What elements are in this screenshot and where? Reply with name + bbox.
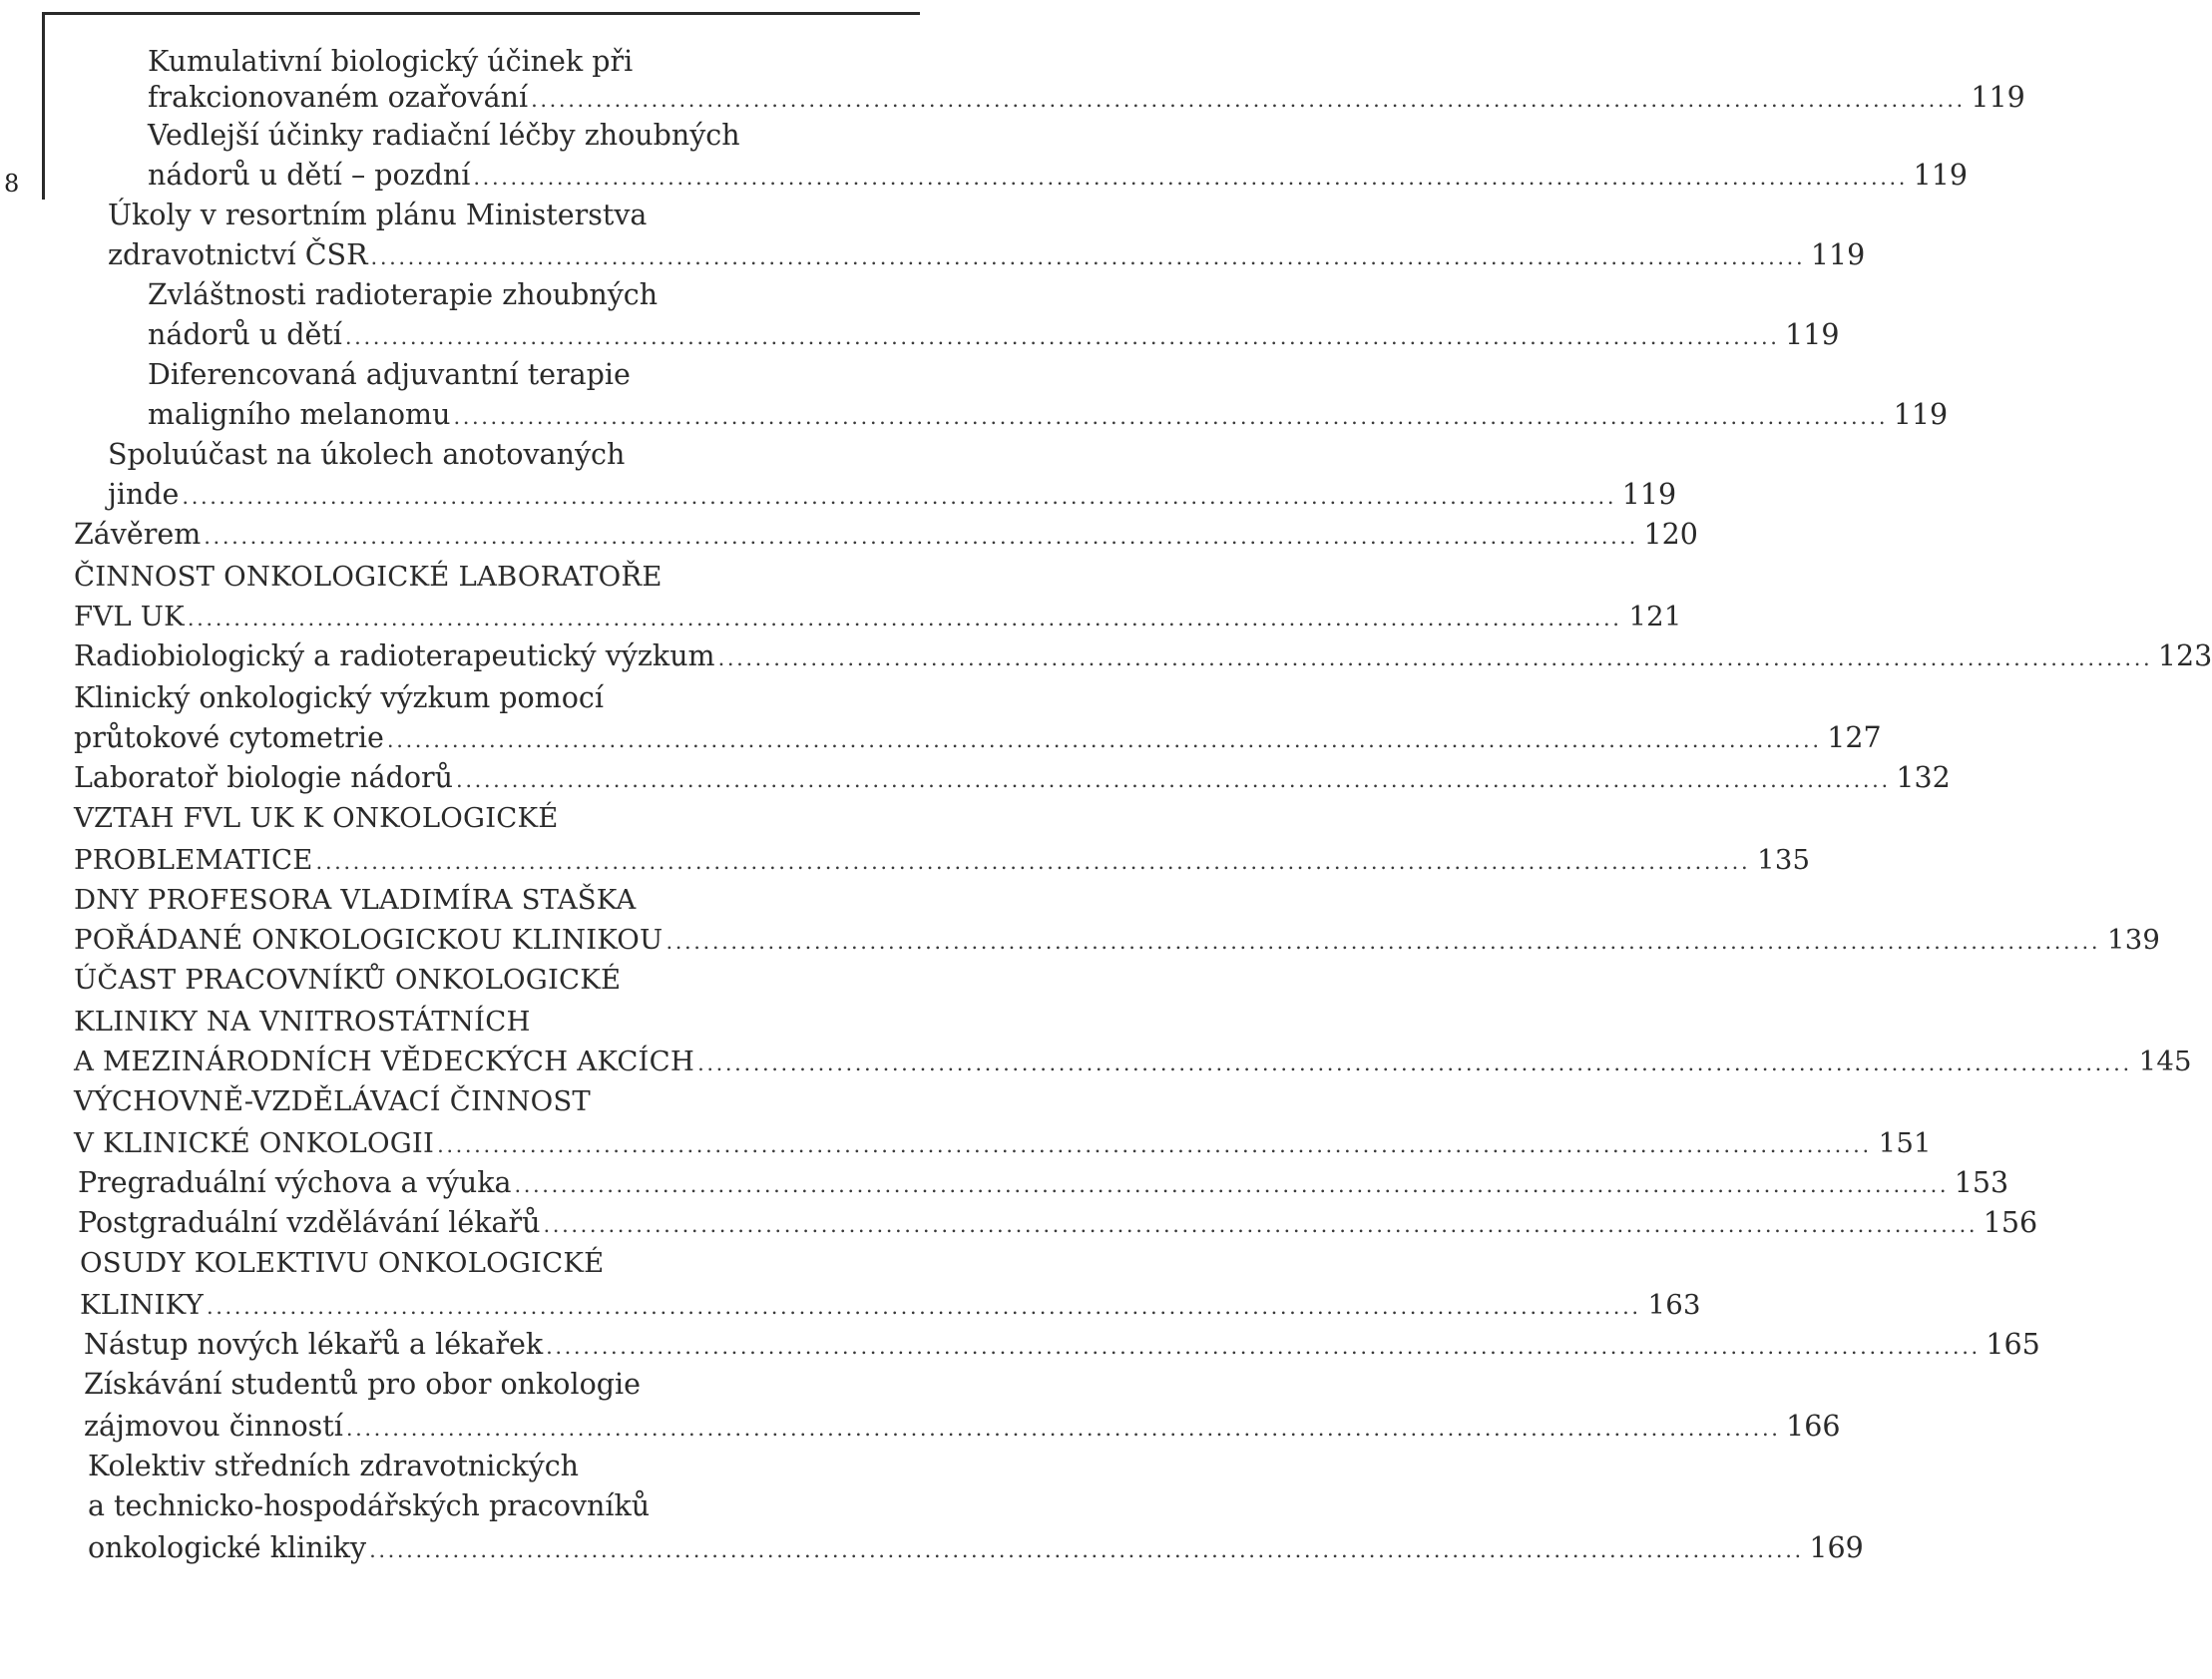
toc-entry-title: KLINIKY (80, 1289, 204, 1321)
toc-entry[interactable] (84, 1325, 2040, 1365)
toc-entry-title: Spoluúčast na úkolech anotovaných (108, 438, 626, 471)
toc-entry-title: DNY PROFESORA VLADIMÍRA STAŠKA (74, 884, 637, 916)
toc-page-number: 135 (1757, 844, 1811, 876)
toc-entry[interactable] (108, 235, 1866, 275)
toc-entry-title: zdravotnictví ČSR (108, 238, 368, 271)
toc-entry-line (88, 1447, 918, 1486)
toc-page-number: 123 (2157, 639, 2212, 672)
leader-dots: ........................................................................................................................................................... (531, 88, 1966, 112)
toc-entry[interactable] (108, 475, 1677, 515)
toc-entry-title: Získávání studentů pro obor onkologie (84, 1368, 641, 1401)
toc-page-number: 119 (1971, 81, 2025, 114)
leader-dots: ........................................................................................................................................................... (370, 245, 1806, 269)
toc-entry-line (74, 960, 918, 1000)
leader-dots: ........................................................................................................................................................... (456, 768, 1891, 792)
leader-dots: ........................................................................................................................................................... (543, 1213, 1979, 1237)
toc-entry-title: průtokové cytometrie (74, 721, 384, 754)
toc-entry-title: jinde (108, 478, 180, 511)
toc-entry-title: onkologické kliniky (88, 1531, 367, 1564)
toc-entry-title: frakcionovaném ozařování (148, 81, 529, 114)
leader-dots: ........................................................................................................................................................... (717, 646, 2153, 670)
toc-entry[interactable] (74, 1123, 1932, 1163)
toc-entry-line (148, 355, 918, 395)
leader-dots: ........................................................................................................................................................... (546, 1335, 1981, 1359)
toc-page-number: 165 (1986, 1328, 2040, 1361)
toc-entry-title: Kumulativní biologický účinek při (148, 45, 634, 78)
toc-entry[interactable] (148, 156, 1969, 196)
leader-dots: ........................................................................................................................................................... (665, 930, 2101, 954)
toc-page-number: 119 (1785, 318, 1840, 351)
toc-entry[interactable] (78, 1163, 2009, 1203)
toc-page-number: 166 (1786, 1410, 1841, 1443)
toc-entry-title: Klinický onkologický výzkum pomocí (74, 681, 604, 714)
toc-entry-title: A MEZINÁRODNÍCH VĚDECKÝCH AKCÍCH (74, 1046, 695, 1077)
toc-entry-title: a technicko-hospodářských pracovníků (88, 1489, 651, 1522)
toc-page-number: 121 (1628, 601, 1682, 632)
leader-dots: ........................................................................................................................................................... (697, 1051, 2132, 1075)
toc-page-number: 127 (1827, 721, 1882, 754)
toc-entry-title: OSUDY KOLEKTIVU ONKOLOGICKÉ (80, 1247, 605, 1279)
toc-page-number: 156 (1983, 1206, 2038, 1239)
toc-entry[interactable] (74, 636, 2212, 676)
leader-dots: ........................................................................................................................................................... (182, 485, 1617, 509)
toc-entry-title: Vedlejší účinky radiační léčby zhoubných (148, 119, 740, 152)
toc-entry-title: Laboratoř biologie nádorů (74, 761, 454, 794)
toc-page-number: 153 (1954, 1166, 2009, 1199)
page-number: 8 (4, 170, 20, 198)
leader-dots: ........................................................................................................................................................... (345, 1417, 1781, 1441)
toc-page-number: 163 (1647, 1289, 1701, 1321)
toc-entry-line (74, 880, 918, 920)
toc-entry-title: Radiobiologický a radioterapeutický výzkum (74, 639, 715, 672)
toc-entry[interactable] (78, 1203, 2038, 1243)
leader-dots: ........................................................................................................................................................... (344, 325, 1780, 349)
toc-entry-title: Nástup nových lékařů a lékařek (84, 1328, 544, 1361)
toc-entry[interactable] (88, 1528, 1864, 1568)
toc-entry-title: zájmovou činností (84, 1410, 343, 1443)
toc-entry[interactable] (148, 395, 1949, 435)
toc-entry-title: FVL UK (74, 601, 185, 632)
toc-entry[interactable] (148, 315, 1840, 355)
toc-entry-title: Zvláštnosti radioterapie zhoubných (148, 278, 659, 311)
leader-dots: ........................................................................................................................................................... (473, 166, 1909, 190)
toc-page-number: 132 (1896, 761, 1951, 794)
leader-dots: ........................................................................................................................................................... (206, 1295, 1641, 1319)
toc-entry-title: VÝCHOVNĚ-VZDĚLÁVACÍ ČINNOST (74, 1085, 591, 1117)
toc-entry-title: V KLINICKÉ ONKOLOGII (74, 1127, 435, 1159)
toc-entry-title: KLINIKY NA VNITROSTÁTNÍCH (74, 1006, 531, 1038)
toc-entry[interactable] (74, 597, 1682, 636)
toc-entry-title: maligního melanomu (148, 398, 451, 431)
toc-entry-title: nádorů u dětí – pozdní (148, 159, 471, 192)
toc-entry-title: Kolektiv středních zdravotnických (88, 1450, 580, 1482)
toc-entry-title: Závěrem (74, 518, 202, 551)
toc-entry[interactable] (74, 758, 1951, 798)
toc-entry-title: POŘÁDANÉ ONKOLOGICKOU KLINIKOU (74, 924, 664, 956)
leader-dots: ........................................................................................................................................................... (315, 850, 1751, 874)
toc-entry[interactable] (74, 1042, 2192, 1081)
toc-entry[interactable] (74, 840, 1811, 880)
toc-entry-line (148, 275, 918, 315)
toc-entry-title: Diferencovaná adjuvantní terapie (148, 358, 631, 391)
toc-entry[interactable] (74, 718, 1882, 758)
toc-entry-line (84, 1365, 918, 1405)
toc-entry-line (80, 1243, 918, 1283)
leader-dots: ........................................................................................................................................................... (204, 525, 1638, 549)
toc-page-number: 169 (1809, 1531, 1864, 1564)
toc-entry-title: ČINNOST ONKOLOGICKÉ LABORATOŘE (74, 561, 663, 593)
toc-entry-line (88, 1486, 918, 1526)
leader-dots: ........................................................................................................................................................... (369, 1538, 1804, 1562)
toc-entry[interactable] (84, 1407, 1841, 1447)
toc-entry-title: Postgraduální vzdělávání lékařů (78, 1206, 541, 1239)
toc-page-number: 120 (1643, 518, 1698, 551)
leader-dots: ........................................................................................................................................................... (187, 607, 1622, 630)
toc-entry-title: VZTAH FVL UK K ONKOLOGICKÉ (74, 802, 559, 834)
toc-page-number: 119 (1621, 478, 1677, 511)
leader-dots: ........................................................................................................................................................... (453, 405, 1889, 429)
toc-page-number: 139 (2107, 924, 2161, 956)
leader-dots: ........................................................................................................................................................... (437, 1133, 1872, 1157)
toc-entry-line (148, 42, 918, 82)
toc-entry[interactable] (74, 920, 2161, 960)
toc-entry-title: Úkoly v resortním plánu Ministerstva (108, 199, 648, 231)
toc-page-number: 145 (2138, 1046, 2192, 1077)
toc-page-number: 119 (1913, 159, 1969, 192)
toc-entry-line (74, 678, 918, 718)
toc-page-number: 119 (1893, 398, 1949, 431)
toc-entry-line (148, 116, 918, 156)
toc-entry-title: PROBLEMATICE (74, 844, 313, 876)
toc-page-number: 119 (1810, 238, 1866, 271)
toc-entry[interactable] (80, 1285, 1701, 1325)
toc-entry-title: ÚČAST PRACOVNÍKŮ ONKOLOGICKÉ (74, 964, 622, 996)
leader-dots: ........................................................................................................................................................... (386, 728, 1822, 752)
toc-entry-title: nádorů u dětí (148, 318, 342, 351)
toc-entry-line (74, 1002, 918, 1042)
toc-entry[interactable] (148, 78, 2025, 118)
toc-entry-line (74, 557, 918, 597)
leader-dots: ........................................................................................................................................................... (514, 1173, 1950, 1197)
toc-entry-line (108, 196, 918, 235)
toc-entry-title: Pregraduální výchova a výuka (78, 1166, 512, 1199)
toc-entry-line (108, 435, 918, 475)
toc-entry-line (74, 798, 918, 838)
toc-entry-line (74, 1081, 918, 1121)
toc-entry[interactable] (74, 515, 1698, 555)
toc-page-number: 151 (1878, 1127, 1932, 1159)
